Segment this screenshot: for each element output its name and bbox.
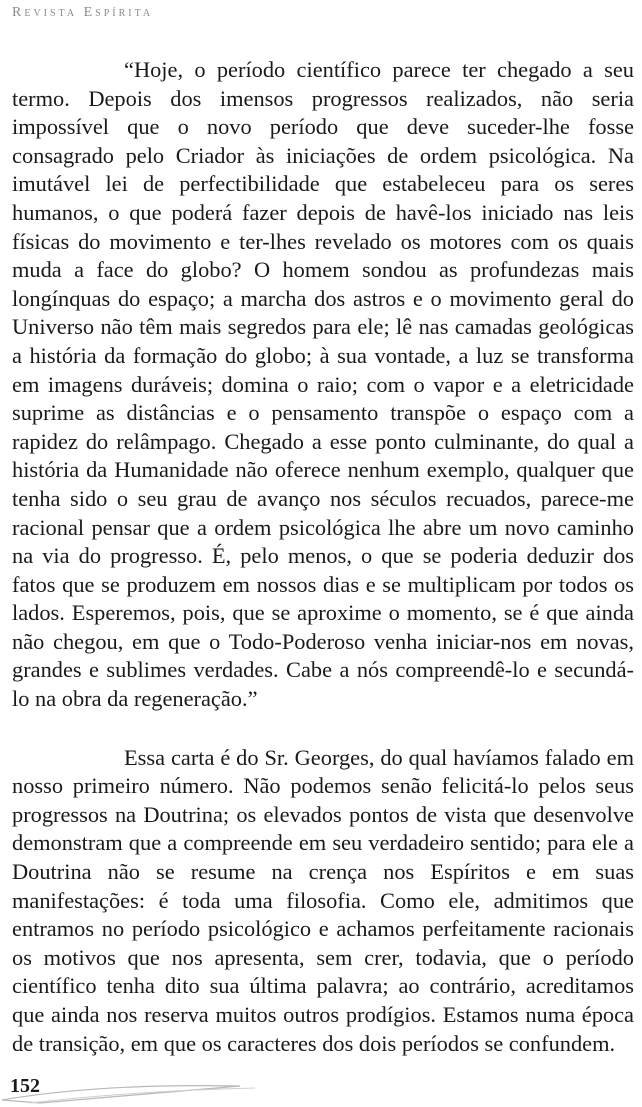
running-header: Revista Espírita [12, 5, 154, 20]
page-number: 152 [10, 1075, 40, 1097]
paragraph-commentary: Essa carta é do Sr. Georges, do qual havíamos falado em nosso primeiro número. Não podemos senão felicitá-lo pelos seus progressos na Doutrina; os elevados pontos de vista que desenvolve demonstram que a compreende em seu verdadeiro sentido; para ele a Doutrina não se resume na crença nos Espíritos e em suas manifestações: é toda uma filosofia. Como ele, admitimos que entramos no período psicológico e achamos perfeitamente racionais os motivos que nos apresenta, sem crer, todavia, que o período científico tenha dito sua última palavra; ao contrário, acreditamos que ainda nos reserva muitos outros prodígios. Estamos numa época de transição, em que os caracteres dos dois períodos se confundem. [12, 744, 634, 1056]
body-text [12, 56, 634, 1058]
paragraph-quote: “Hoje, o período científico parece ter chegado a seu termo. Depois dos imensos progressos realizados, não seria impossível que o novo período que deve suceder-lhe fosse consagrado pelo Criador às iniciações de ordem psicológica. Na imutável lei de perfectibilidade que estabeleceu para os seres humanos, o que poderá fazer depois de havê-los iniciado nas leis físicas do movimento e ter-lhes revelado os motores com os quais muda a face do globo? O homem sondou as profundezas mais longínquas do espaço; a marcha dos astros e o movimento geral do Universo não têm mais segredos para ele; lê nas camadas geológicas a história da formação do globo; à sua vontade, a luz se transforma em imagens duráveis; domina o raio; com o vapor e a eletricidade suprime as distâncias e o pensamento transpõe o espaço com a rapidez do relâmpago. Chegado a esse ponto culminante, do qual a história da Humanidade não oferece nenhum exemplo, qualquer que tenha sido o seu grau de avanço nos séculos recuados, parece-me racional pensar que a ordem psicológica lhe abre um novo caminho na via do progresso. É, pelo menos, o que se poderia deduzir dos fatos que se produzem em nossos dias e se multiplicam por todos os lados. Esperemos, pois, que se aproxime o momento, se é que ainda não chegou, em que o Todo-Poderoso venha iniciar-nos em novas, grandes e sublimes verdades. Cabe a nós compreendê-lo e secundá-lo na obra da regeneração.” [12, 57, 634, 712]
